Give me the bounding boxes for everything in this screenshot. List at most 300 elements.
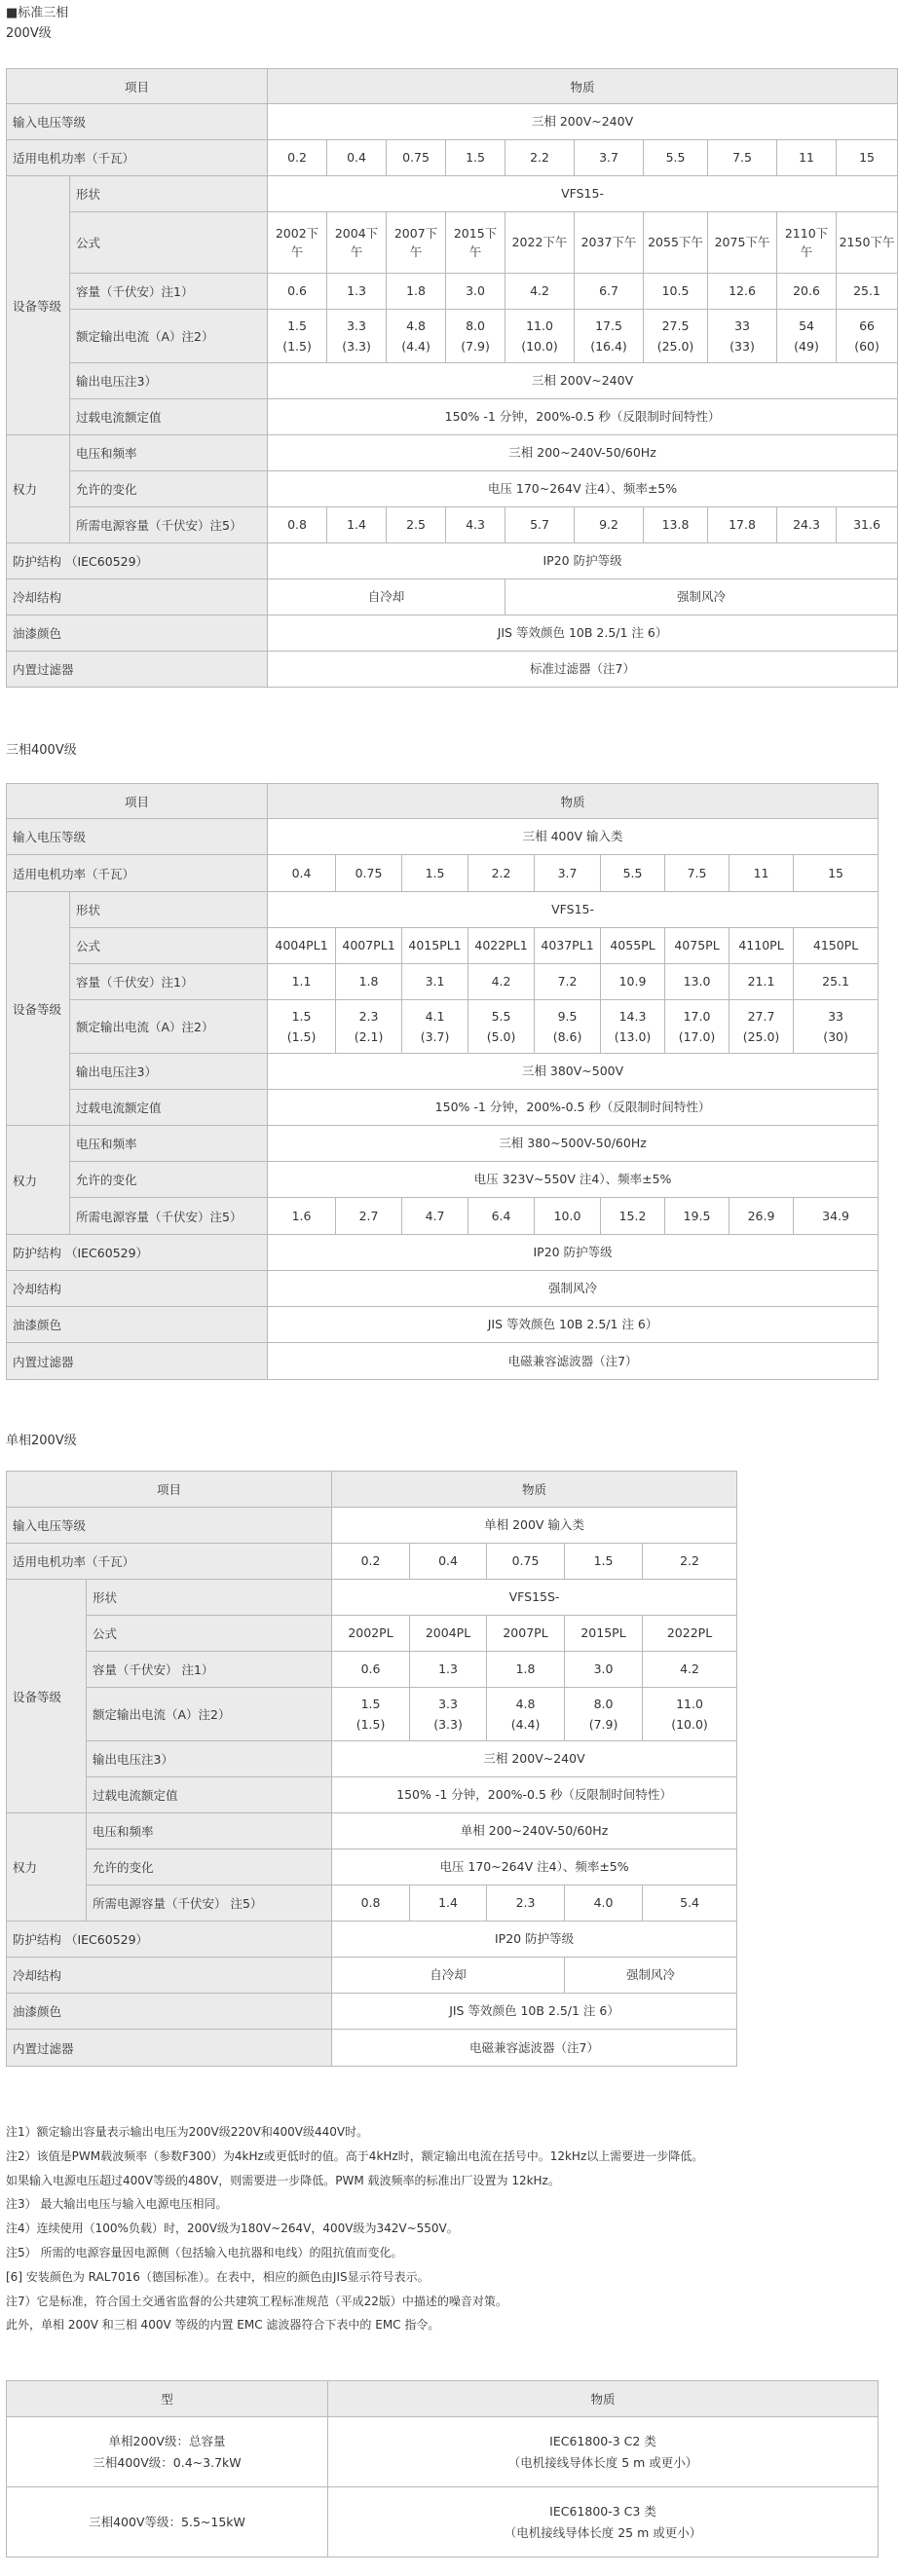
note-5: 注5） 所需的电源容量因电源侧（包括输入电抗器和电线）的阻抗值而变化。 (6, 2245, 403, 2259)
shape-label: 形状 (70, 176, 268, 212)
capacity-row (7, 1652, 737, 1688)
value-cell: 11 (730, 855, 794, 892)
value-main: 4.1 (425, 1008, 445, 1024)
value-cell: 2.3 (487, 1885, 565, 1922)
value-cell: 1.3 (327, 274, 387, 310)
value-cell: 2022PL (643, 1616, 737, 1652)
value-cell: 4004PL1 (268, 928, 336, 964)
value-cell: 2075下午 (708, 212, 777, 274)
value-cell: 4022PL1 (468, 928, 535, 964)
emc-row-2-spec-line1: IEC61800-3 C3 类 (549, 2504, 656, 2520)
value-main: 27.7 (747, 1008, 775, 1024)
value-cell: 34.9 (794, 1198, 879, 1235)
value-main: 8.0 (466, 317, 485, 333)
formula-label: 公式 (87, 1616, 332, 1652)
footnotes (6, 2120, 878, 2337)
value-cell: 13.0 (665, 964, 730, 1000)
value-cell (402, 1000, 468, 1054)
value-cell: 5.5 (601, 855, 665, 892)
value-cell: 7.5 (665, 855, 730, 892)
value-cell: 11 (777, 140, 837, 176)
motor-power-row (7, 140, 898, 176)
value-cell (327, 310, 387, 363)
filter-label: 内置过滤器 (7, 2030, 332, 2067)
header-item: 项目 (7, 69, 268, 104)
value-sub: (16.4) (590, 339, 627, 354)
voltage-freq-value: 三相 380~500V-50/60Hz (268, 1126, 879, 1162)
protection-label: 防护结构 （IEC60529） (7, 1235, 268, 1271)
value-cell: 2.2 (468, 855, 535, 892)
value-sub: (30) (823, 1029, 848, 1044)
allowed-variation-label: 允许的变化 (70, 471, 268, 507)
value-cell: 1.5 (402, 855, 468, 892)
value-cell: 0.4 (410, 1544, 487, 1580)
filter-label: 内置过滤器 (7, 1343, 268, 1380)
value-cell: 0.4 (327, 140, 387, 176)
overload-value: 150% -1 分钟，200%-0.5 秒（反限制时间特性） (268, 399, 898, 435)
section-heading-standard-three-phase: ■标准三相 (6, 6, 69, 20)
output-voltage-value: 三相 200V~240V (268, 363, 898, 399)
value-cell (575, 310, 644, 363)
value-cell: 4007PL1 (336, 928, 402, 964)
current-row (7, 1000, 879, 1054)
value-cell: 5.7 (505, 507, 575, 543)
overload-label: 过载电流额定值 (87, 1777, 332, 1813)
rating-group-label: 设备等级 (7, 176, 70, 435)
value-cell: 1.8 (487, 1652, 565, 1688)
formula-label: 公式 (70, 212, 268, 274)
value-sub: (49) (794, 339, 819, 354)
value-main: 54 (799, 317, 814, 333)
allowed-variation-value: 电压 170~264V 注4）、频率±5% (268, 471, 898, 507)
emc-row-1-type-line1: 单相200V级：总容量 (108, 2434, 226, 2449)
filter-value: 标准过滤器（注7） (268, 652, 898, 688)
cooling-label: 冷却结构 (7, 579, 268, 616)
value-sub: (1.5) (286, 1029, 317, 1044)
value-cell (794, 1000, 879, 1054)
shape-value: VFS15- (268, 176, 898, 212)
value-cell: 2055下午 (644, 212, 708, 274)
value-cell (708, 310, 777, 363)
value-cell: 1.5 (565, 1544, 643, 1580)
value-sub: (1.5) (355, 1717, 386, 1732)
capacity-label: 容量（千伏安）注1） (70, 964, 268, 1000)
value-sub: (2.1) (354, 1029, 384, 1044)
overload-value: 150% -1 分钟，200%-0.5 秒（反限制时间特性） (332, 1777, 737, 1813)
shape-value: VFS15- (268, 892, 879, 928)
value-cell: 2150下午 (837, 212, 898, 274)
note-1: 注1）额定输出容量表示输出电压为200V级220V和400V级440V时。 (6, 2125, 369, 2139)
value-cell (468, 1000, 535, 1054)
value-cell: 10.5 (644, 274, 708, 310)
capacity-row (7, 274, 898, 310)
value-cell: 15 (794, 855, 879, 892)
value-main: 27.5 (661, 317, 690, 333)
formula-row (7, 1616, 737, 1652)
value-cell: 0.75 (336, 855, 402, 892)
value-cell: 5.4 (643, 1885, 737, 1922)
emc-row-2-type (7, 2487, 328, 2557)
value-cell: 10.9 (601, 964, 665, 1000)
value-cell (268, 310, 327, 363)
required-capacity-label: 所需电源容量（千伏安） 注5） (87, 1885, 332, 1922)
output-voltage-label: 输出电压注3） (87, 1741, 332, 1777)
value-cell: 2.7 (336, 1198, 402, 1235)
value-main: 4.8 (406, 317, 426, 333)
input-voltage-label: 输入电压等级 (7, 104, 268, 140)
value-cell: 4150PL (794, 928, 879, 964)
input-voltage-value: 三相 400V 输入类 (268, 819, 879, 855)
value-cell: 24.3 (777, 507, 837, 543)
header-item: 项目 (7, 784, 268, 819)
header-spec: 物质 (268, 69, 898, 104)
shape-label: 形状 (70, 892, 268, 928)
value-cell: 5.5 (644, 140, 708, 176)
value-cell (410, 1688, 487, 1741)
emc-header-type: 型 (7, 2381, 328, 2417)
paint-label: 油漆颜色 (7, 1307, 268, 1343)
value-cell: 3.0 (446, 274, 505, 310)
value-main: 4.8 (515, 1696, 536, 1711)
value-cell: 0.6 (332, 1652, 410, 1688)
value-cell: 4.0 (565, 1885, 643, 1922)
value-sub: (33) (730, 339, 755, 354)
cooling-label: 冷却结构 (7, 1271, 268, 1307)
input-voltage-value: 三相 200V~240V (268, 104, 898, 140)
value-main: 3.3 (438, 1696, 458, 1711)
value-cell: 0.2 (268, 140, 327, 176)
value-cell: 17.8 (708, 507, 777, 543)
input-voltage-label: 输入电压等级 (7, 819, 268, 855)
value-cell: 4075PL (665, 928, 730, 964)
capacity-label: 容量（千伏安） 注1） (87, 1652, 332, 1688)
value-cell: 15.2 (601, 1198, 665, 1235)
value-cell: 0.75 (487, 1544, 565, 1580)
allowed-variation-label: 允许的变化 (70, 1162, 268, 1198)
value-main: 8.0 (593, 1696, 614, 1711)
capacity-row (7, 964, 879, 1000)
value-main: 2.3 (358, 1008, 379, 1024)
value-cell (505, 310, 575, 363)
value-cell (601, 1000, 665, 1054)
value-cell: 4110PL (730, 928, 794, 964)
value-main: 33 (734, 317, 750, 333)
value-cell: 3.7 (575, 140, 644, 176)
value-cell (332, 1688, 410, 1741)
value-main: 9.5 (557, 1008, 578, 1024)
note-2: 注2）该值是PWM载波频率（参数F300）为4kHz或更低时的值。高于4kHz时，额定输出电流在括号中。12kHz以上需要进一步降低。 (6, 2148, 704, 2163)
value-cell (487, 1688, 565, 1741)
value-cell: 0.4 (268, 855, 336, 892)
value-sub: (8.6) (552, 1029, 582, 1044)
motor-power-label: 适用电机功率（千瓦） (7, 855, 268, 892)
value-cell (730, 1000, 794, 1054)
value-sub: (60) (854, 339, 879, 354)
overload-label: 过载电流额定值 (70, 399, 268, 435)
value-cell (644, 310, 708, 363)
value-cell (268, 1000, 336, 1054)
spec-table-200v-single-phase (6, 1471, 737, 2067)
value-cell: 3.7 (535, 855, 601, 892)
value-cell: 1.8 (336, 964, 402, 1000)
value-main: 17.0 (683, 1008, 711, 1024)
value-main: 11.0 (676, 1696, 703, 1711)
value-cell: 6.4 (468, 1198, 535, 1235)
value-cell: 2004PL (410, 1616, 487, 1652)
value-cell: 6.7 (575, 274, 644, 310)
value-sub: (25.0) (656, 339, 694, 354)
note-4: 注4）连续使用（100%负载）时，200V级为180V~264V，400V级为342V~550V。 (6, 2221, 459, 2236)
value-cell: 9.2 (575, 507, 644, 543)
value-sub: (25.0) (742, 1029, 780, 1044)
value-main: 1.5 (291, 1008, 312, 1024)
current-label: 额定输出电流（A）注2） (70, 1000, 268, 1054)
formula-row (7, 212, 898, 274)
overload-value: 150% -1 分钟，200%-0.5 秒（反限制时间特性） (268, 1090, 879, 1126)
value-main: 3.3 (347, 317, 366, 333)
value-cell: 1.4 (327, 507, 387, 543)
value-cell: 7.2 (535, 964, 601, 1000)
value-cell: 1.3 (410, 1652, 487, 1688)
value-cell: 2.2 (643, 1544, 737, 1580)
power-group-label: 权力 (7, 1813, 87, 1922)
value-cell: 2015PL (565, 1616, 643, 1652)
value-cell: 2007PL (487, 1616, 565, 1652)
value-cell: 2002下午 (268, 212, 327, 274)
value-cell (336, 1000, 402, 1054)
value-cell: 31.6 (837, 507, 898, 543)
value-cell (777, 310, 837, 363)
value-cell: 3.1 (402, 964, 468, 1000)
value-cell (665, 1000, 730, 1054)
cooling-value-forced: 强制风冷 (505, 579, 898, 616)
value-cell: 10.0 (535, 1198, 601, 1235)
value-cell (643, 1688, 737, 1741)
value-cell: 1.1 (268, 964, 336, 1000)
value-sub: (1.5) (282, 339, 312, 354)
value-sub: (4.4) (510, 1717, 541, 1732)
value-cell: 2.2 (505, 140, 575, 176)
value-main: 66 (859, 317, 875, 333)
value-cell: 4.2 (505, 274, 575, 310)
value-main: 11.0 (526, 317, 553, 333)
note-3: 注3） 最大输出电压与输入电源电压相同。 (6, 2197, 228, 2212)
required-capacity-label: 所需电源容量（千伏安）注5） (70, 507, 268, 543)
emc-row-2-spec-line2: （电机接线导体长度 25 m 或更小） (504, 2524, 702, 2540)
value-cell: 25.1 (794, 964, 879, 1000)
note-7: 注7）它是标准，符合国土交通省监督的公共建筑工程标准规范（平成22版）中描述的噪音对策。 (6, 2294, 507, 2308)
protection-label: 防护结构 （IEC60529） (7, 1922, 332, 1958)
value-cell: 4.3 (446, 507, 505, 543)
paint-value: JIS 等效颜色 10B 2.5/1 注 6） (268, 616, 898, 652)
output-voltage-value: 三相 200V~240V (332, 1741, 737, 1777)
input-voltage-value: 单相 200V 输入类 (332, 1508, 737, 1544)
value-cell: 1.8 (387, 274, 446, 310)
emc-row-2-spec (328, 2487, 879, 2557)
value-cell: 1.6 (268, 1198, 336, 1235)
required-capacity-row (7, 507, 898, 543)
value-cell (446, 310, 505, 363)
value-sub: (3.7) (420, 1029, 450, 1044)
section-heading-single-phase-200v: 单相200V级 (6, 1434, 77, 1448)
cooling-label: 冷却结构 (7, 1958, 332, 1994)
emc-row-1-type-line2: 三相400V级：0.4~3.7kW (93, 2454, 242, 2470)
required-capacity-row (7, 1198, 879, 1235)
value-sub: (7.9) (588, 1717, 618, 1732)
current-row (7, 1688, 737, 1741)
value-cell: 0.8 (332, 1885, 410, 1922)
motor-power-row (7, 1544, 737, 1580)
capacity-label: 容量（千伏安）注1） (70, 274, 268, 310)
paint-label: 油漆颜色 (7, 616, 268, 652)
emc-row-1-type (7, 2417, 328, 2487)
allowed-variation-value: 电压 323V~550V 注4）、频率±5% (268, 1162, 879, 1198)
filter-value: 电磁兼容滤波器（注7） (268, 1343, 879, 1380)
paint-value: JIS 等效颜色 10B 2.5/1 注 6） (332, 1994, 737, 2030)
value-cell: 4015PL1 (402, 928, 468, 964)
motor-power-label: 适用电机功率（千瓦） (7, 140, 268, 176)
value-cell: 7.5 (708, 140, 777, 176)
cooling-value-self: 自冷却 (332, 1958, 565, 1994)
protection-value: IP20 防护等级 (268, 543, 898, 579)
value-main: 14.3 (618, 1008, 647, 1024)
value-cell: 0.8 (268, 507, 327, 543)
value-cell: 21.1 (730, 964, 794, 1000)
value-cell: 2007下午 (387, 212, 446, 274)
voltage-freq-label: 电压和频率 (87, 1813, 332, 1849)
value-main: 33 (828, 1008, 843, 1024)
filter-value: 电磁兼容滤波器（注7） (332, 2030, 737, 2067)
emc-row-1-spec-line2: （电机接线导体长度 5 m 或更小） (507, 2454, 698, 2470)
value-cell: 2.5 (387, 507, 446, 543)
output-voltage-label: 输出电压注3） (70, 1054, 268, 1090)
protection-value: IP20 防护等级 (268, 1235, 879, 1271)
value-sub: (17.0) (678, 1029, 716, 1044)
allowed-variation-label: 允许的变化 (87, 1849, 332, 1885)
protection-label: 防护结构 （IEC60529） (7, 543, 268, 579)
rating-group-label: 设备等级 (7, 892, 70, 1126)
protection-value: IP20 防护等级 (332, 1922, 737, 1958)
filter-label: 内置过滤器 (7, 652, 268, 688)
motor-power-row (7, 855, 879, 892)
cooling-value-forced: 强制风冷 (565, 1958, 737, 1994)
value-cell: 20.6 (777, 274, 837, 310)
value-main: 1.5 (360, 1696, 381, 1711)
value-cell: 3.0 (565, 1652, 643, 1688)
voltage-freq-value: 单相 200~240V-50/60Hz (332, 1813, 737, 1849)
cooling-value: 强制风冷 (268, 1271, 879, 1307)
value-main: 17.5 (595, 317, 622, 333)
formula-row (7, 928, 879, 964)
value-cell: 19.5 (665, 1198, 730, 1235)
value-cell: 2110下午 (777, 212, 837, 274)
note-6: [6] 安装颜色为 RAL7016（德国标准）。在表中，相应的颜色由JIS显示符号表示。 (6, 2269, 430, 2284)
emc-table (6, 2380, 879, 2557)
value-sub: (7.9) (461, 339, 490, 354)
current-label: 额定输出电流（A）注2） (70, 310, 268, 363)
value-sub: (5.0) (486, 1029, 516, 1044)
value-sub: (4.4) (401, 339, 430, 354)
output-voltage-label: 输出电压注3） (70, 363, 268, 399)
value-sub: (10.0) (521, 339, 558, 354)
formula-label: 公式 (70, 928, 268, 964)
value-main: 5.5 (491, 1008, 511, 1024)
value-cell: 15 (837, 140, 898, 176)
value-cell: 1.4 (410, 1885, 487, 1922)
current-label: 额定输出电流（A）注2） (87, 1688, 332, 1741)
value-sub: (10.0) (671, 1717, 708, 1732)
value-sub: (13.0) (614, 1029, 652, 1044)
value-sub: (3.3) (342, 339, 371, 354)
required-capacity-row (7, 1885, 737, 1922)
spec-table-200v-three-phase (6, 68, 898, 688)
header-spec: 物质 (268, 784, 879, 819)
power-group-label: 权力 (7, 1126, 70, 1235)
voltage-freq-label: 电压和频率 (70, 435, 268, 471)
rating-group-label: 设备等级 (7, 1580, 87, 1813)
value-main: 1.5 (287, 317, 307, 333)
value-cell: 12.6 (708, 274, 777, 310)
value-cell: 0.2 (332, 1544, 410, 1580)
required-capacity-label: 所需电源容量（千伏安）注5） (70, 1198, 268, 1235)
value-sub: (3.3) (433, 1717, 463, 1732)
spec-table-400v-three-phase (6, 783, 879, 1380)
value-cell: 2015下午 (446, 212, 505, 274)
value-cell (387, 310, 446, 363)
value-cell: 0.75 (387, 140, 446, 176)
value-cell: 2004下午 (327, 212, 387, 274)
value-cell: 4.2 (468, 964, 535, 1000)
value-cell: 2022下午 (505, 212, 575, 274)
value-cell (837, 310, 898, 363)
note-2-continued: 如果输入电源电压超过400V等级的480V，则需要进一步降低。PWM 载波频率的标准出厂设置为 12kHz。 (6, 2173, 560, 2187)
current-row (7, 310, 898, 363)
value-cell: 2002PL (332, 1616, 410, 1652)
value-cell: 13.8 (644, 507, 708, 543)
emc-header-spec: 物质 (328, 2381, 879, 2417)
emc-row-2-type-line1: 三相400V等级：5.5~15kW (89, 2514, 245, 2529)
voltage-freq-label: 电压和频率 (70, 1126, 268, 1162)
value-cell: 0.6 (268, 274, 327, 310)
note-emc: 此外，单相 200V 和三相 400V 等级的内置 EMC 滤波器符合下表中的 EMC 指令。 (6, 2318, 440, 2333)
shape-value: VFS15S- (332, 1580, 737, 1616)
voltage-freq-value: 三相 200~240V-50/60Hz (268, 435, 898, 471)
value-cell: 1.5 (446, 140, 505, 176)
shape-label: 形状 (87, 1580, 332, 1616)
input-voltage-label: 输入电压等级 (7, 1508, 332, 1544)
overload-label: 过载电流额定值 (70, 1090, 268, 1126)
motor-power-label: 适用电机功率（千瓦） (7, 1544, 332, 1580)
value-cell: 2037下午 (575, 212, 644, 274)
section-heading-400v: 三相400V级 (6, 743, 77, 758)
emc-row-1-spec (328, 2417, 879, 2487)
value-cell: 4037PL1 (535, 928, 601, 964)
value-cell: 4.2 (643, 1652, 737, 1688)
cooling-value-self: 自冷却 (268, 579, 505, 616)
allowed-variation-value: 电压 170~264V 注4）、频率±5% (332, 1849, 737, 1885)
value-cell: 4055PL (601, 928, 665, 964)
emc-row-1-spec-line1: IEC61800-3 C2 类 (549, 2434, 656, 2449)
output-voltage-value: 三相 380V~500V (268, 1054, 879, 1090)
value-cell (535, 1000, 601, 1054)
section-subheading-200v: 200V级 (6, 26, 52, 41)
value-cell: 25.1 (837, 274, 898, 310)
value-cell: 4.7 (402, 1198, 468, 1235)
header-spec: 物质 (332, 1472, 737, 1508)
power-group-label: 权力 (7, 435, 70, 543)
header-item: 项目 (7, 1472, 332, 1508)
value-cell: 26.9 (730, 1198, 794, 1235)
